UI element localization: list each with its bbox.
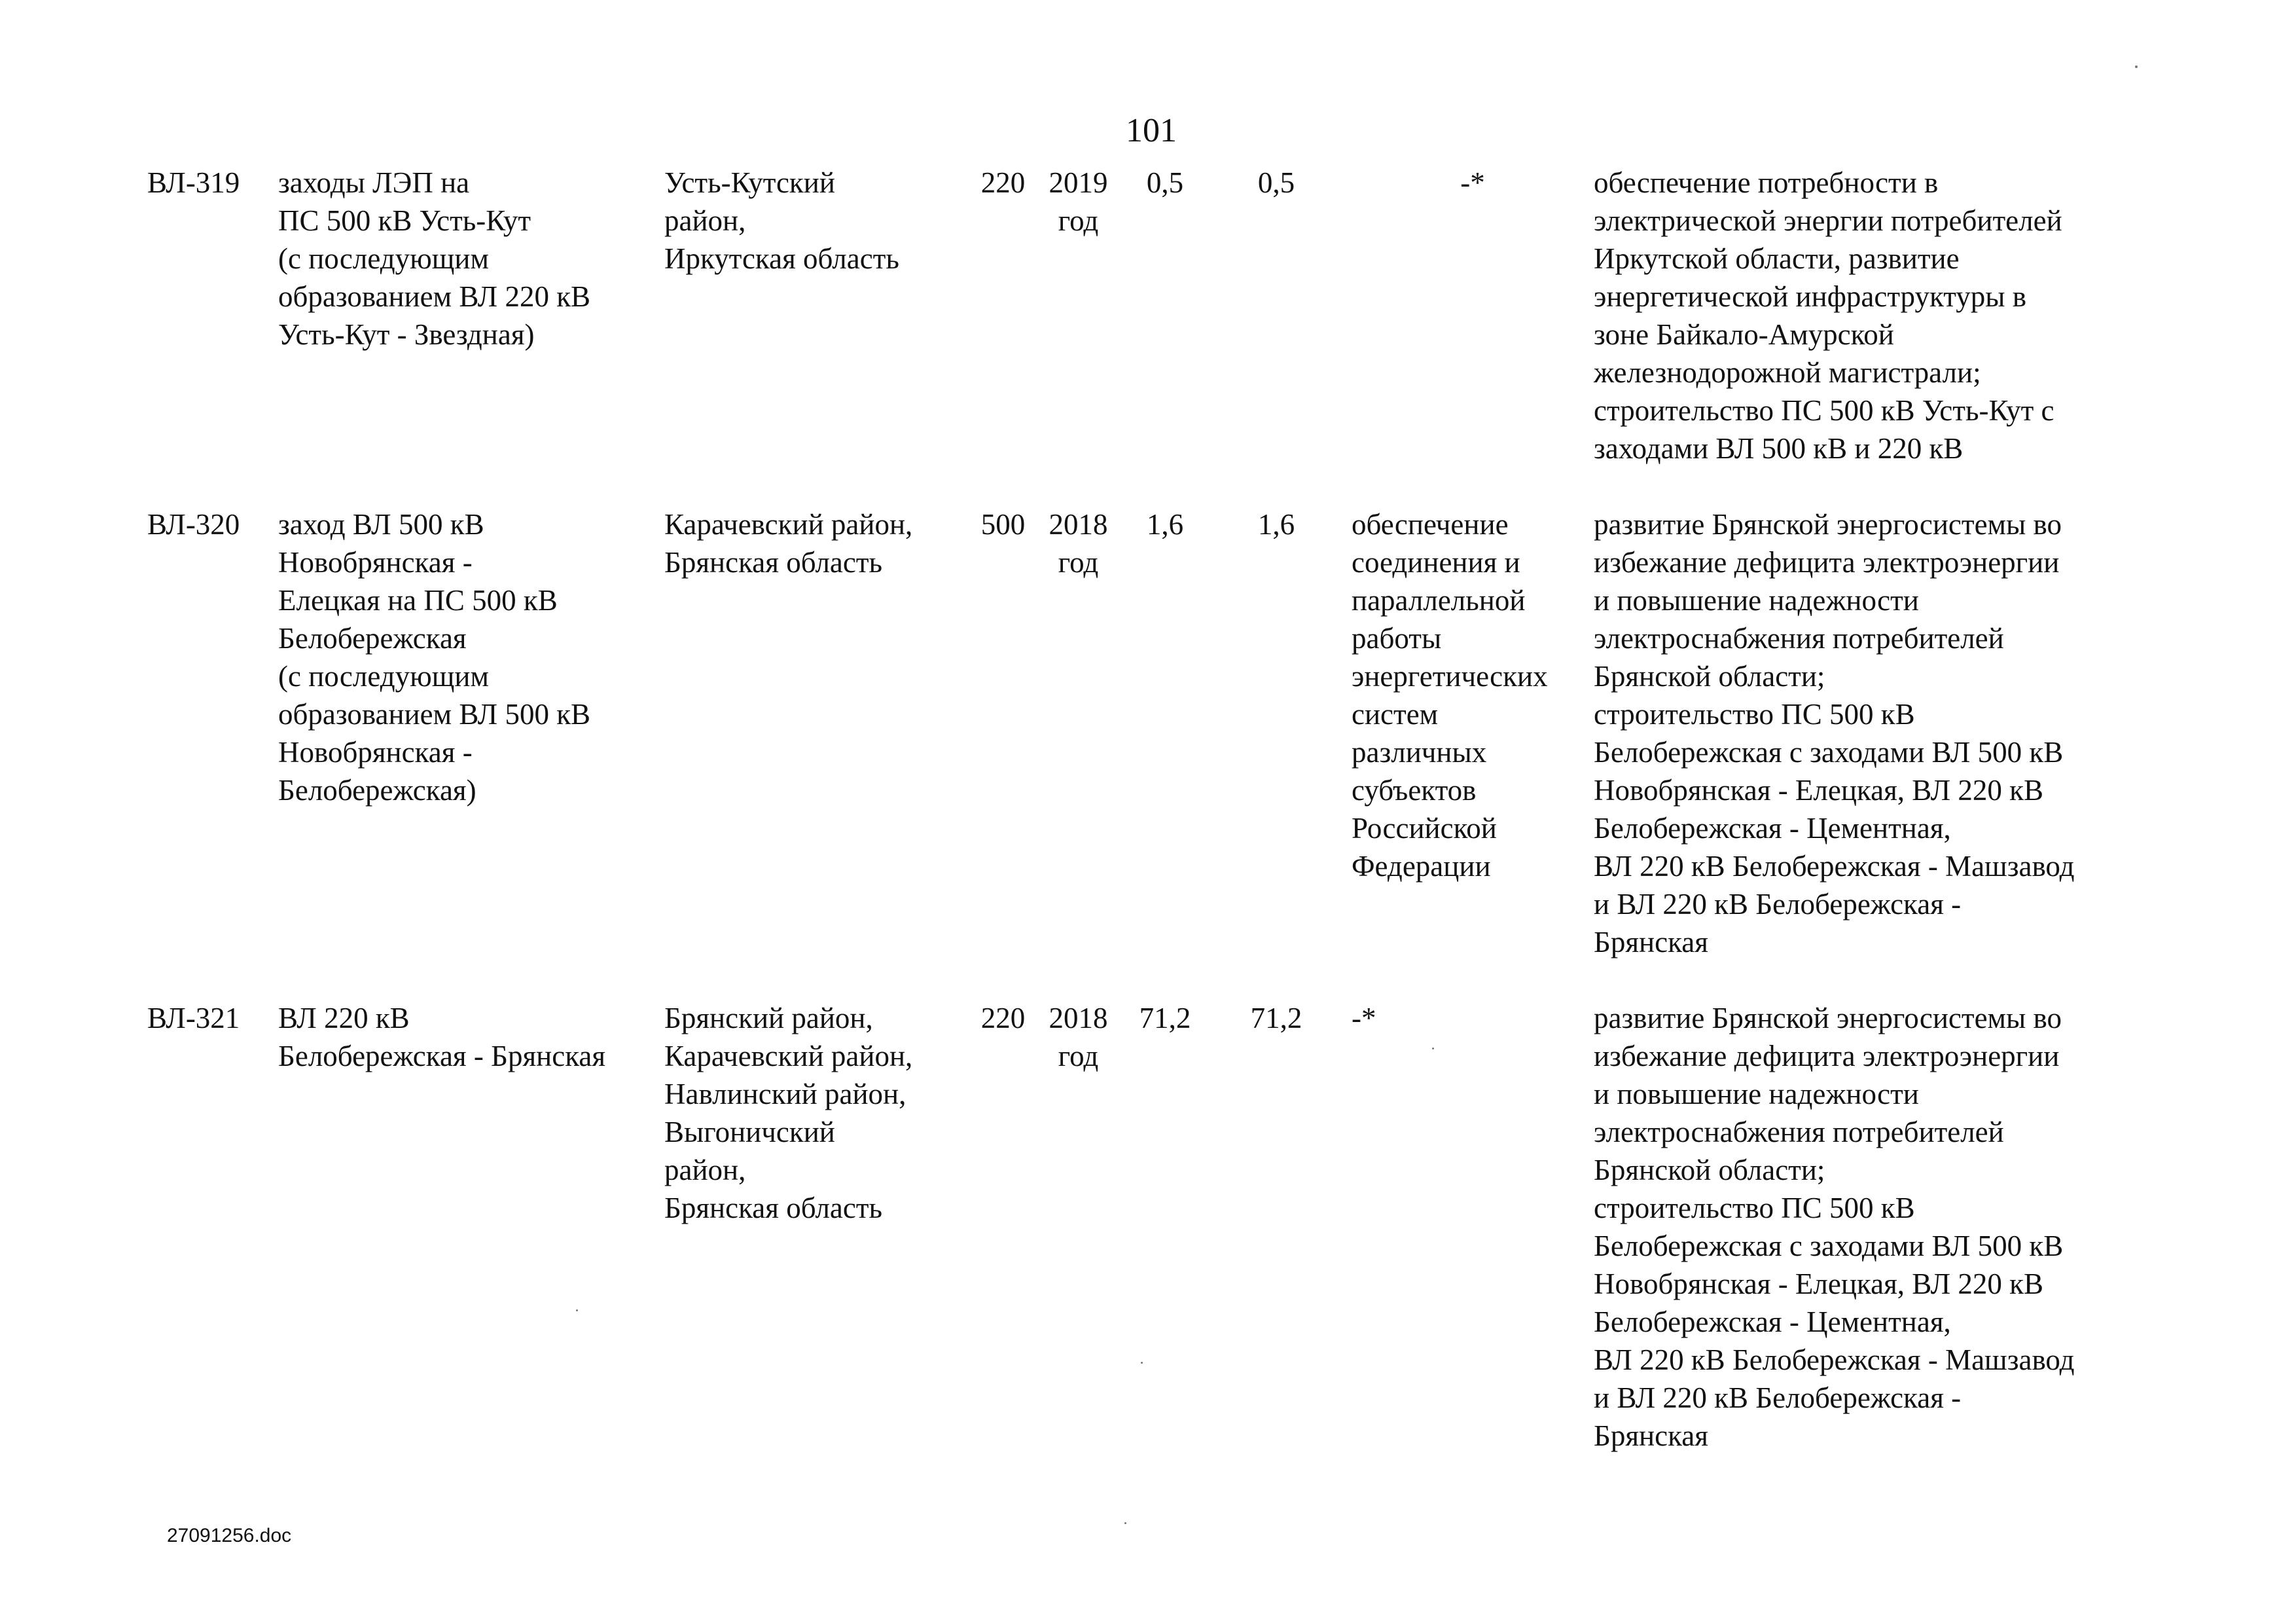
- scan-speck: [576, 1309, 578, 1311]
- line-justification: обеспечение потребности в электрической энергии потребителей Иркутской области, развитие энергетической инфраструктуры в зоне Байкало-Амурской железнодорожной магистрали; строительство ПС 500 кВ Усть-Кут с заходами ВЛ 500 кВ и 220 кВ: [1594, 166, 2062, 465]
- document-file-id: 27091256.doc: [167, 1525, 292, 1546]
- line-year: 2018 год: [1049, 1002, 1108, 1072]
- line-region: Брянский район, Карачевский район, Навлинский район, Выгоничский район, Брянская область: [664, 1002, 913, 1224]
- line-purpose: -*: [1460, 166, 1485, 199]
- line-length-a: 0,5: [1146, 166, 1184, 199]
- power-lines-table: [147, 164, 2202, 1493]
- scan-speck: [2135, 65, 2138, 68]
- table-row: [147, 505, 2202, 999]
- scan-speck: [1432, 1048, 1434, 1049]
- line-region: Карачевский район, Брянская область: [664, 508, 913, 579]
- scan-speck: [1141, 1362, 1143, 1364]
- line-purpose: обеспечение соединения и параллельной работы энергетических систем различных субъектов Российской Федерации: [1352, 508, 1548, 883]
- line-justification: развитие Брянской энергосистемы во избежание дефицита электроэнергии и повышение надежности электроснабжения потребителей Брянской области; строительство ПС 500 кВ Белобережская с заходами ВЛ 500 кВ Новобрянская - Елецкая, ВЛ 220 кВ Белобережская - Цементная, ВЛ 220 кВ Белобережская - Машзавод и ВЛ 220 кВ Белобережская - Брянская: [1594, 508, 2075, 958]
- line-code: ВЛ-320: [147, 508, 240, 541]
- line-purpose: -*: [1352, 1002, 1376, 1034]
- line-year: 2019 год: [1049, 166, 1108, 237]
- scan-speck: [1124, 1522, 1126, 1524]
- table-row: [147, 164, 2202, 505]
- line-name: заходы ЛЭП на ПС 500 кВ Усть-Кут (с последующим образованием ВЛ 220 кВ Усть-Кут - Звездная): [278, 166, 591, 351]
- line-code: ВЛ-321: [147, 1002, 240, 1034]
- line-justification: развитие Брянской энергосистемы во избежание дефицита электроэнергии и повышение надежности электроснабжения потребителей Брянской области; строительство ПС 500 кВ Белобережская с заходами ВЛ 500 кВ Новобрянская - Елецкая, ВЛ 220 кВ Белобережская - Цементная, ВЛ 220 кВ Белобережская - Машзавод и ВЛ 220 кВ Белобережская - Брянская: [1594, 1002, 2075, 1452]
- line-name: ВЛ 220 кВ Белобережская - Брянская: [278, 1002, 606, 1072]
- table-row: [147, 999, 2202, 1493]
- line-region: Усть-Кутский район, Иркутская область: [664, 166, 899, 275]
- line-year: 2018 год: [1049, 508, 1108, 579]
- line-length-b: 71,2: [1250, 1002, 1302, 1034]
- line-length-b: 0,5: [1257, 166, 1295, 199]
- line-voltage: 500: [980, 508, 1026, 541]
- line-code: ВЛ-319: [147, 166, 240, 199]
- line-length-a: 1,6: [1146, 508, 1184, 541]
- page-number: 101: [1126, 112, 1177, 149]
- line-length-a: 71,2: [1139, 1002, 1191, 1034]
- line-name: заход ВЛ 500 кВ Новобрянская - Елецкая на ПС 500 кВ Белобережская (с последующим образованием ВЛ 500 кВ Новобрянская - Белобережская): [278, 508, 591, 807]
- line-voltage: 220: [980, 1002, 1026, 1034]
- line-length-b: 1,6: [1257, 508, 1295, 541]
- line-voltage: 220: [980, 166, 1026, 199]
